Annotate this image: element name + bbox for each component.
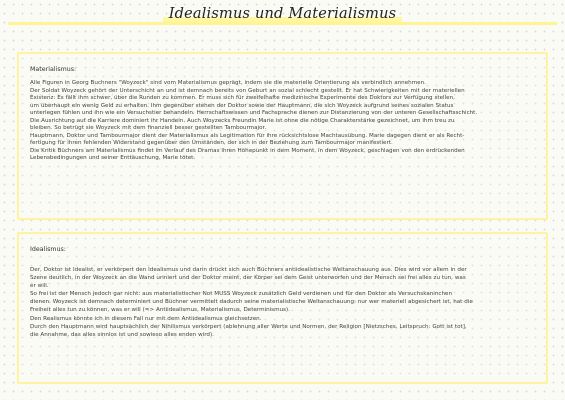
text-line: Der, Doktor ist Idealist, er verkörpert den Idealismus und darin drückt sich auch Büchners antiidealistische Weltanschauung aus. Dies wird vor allem in der — [30, 267, 467, 273]
text-line: Hauptmann, Doktor und Tambourmajor dient der Materialismus als Legitimation für ihre rücksichtslose Machtausübung. Marie dagegen dient er als Recht- — [30, 132, 465, 139]
title-underline — [8, 22, 557, 25]
text-line: Lebensbedingungen und seiner Enttäuschung, Marie tötet. — [30, 155, 196, 161]
text-line: Die Ausrichtung auf die Karriere dominiert ihr Handeln. Auch Woyzecks Freundin Marie ist ohne die nötige Charakterstärke gezeichnet, um ihm treu zu — [30, 117, 455, 124]
text-line: Alle Figuren in Georg Buchners "Woyzeck" sind vom Materialismus geprägt, indem sie die materielle Orientierung als verbindlich annehmen. — [30, 80, 426, 86]
text-line: Durch den Hauptmann wird hauptsächlich der Nihilismus verkörpert (ablehnung aller Werte und Normen, der Religion [Nietzsches, Leitspruch: Gott ist tot], — [30, 323, 467, 330]
text-line: er will. — [30, 283, 49, 290]
section-idealismus — [17, 232, 548, 384]
section-heading-materialismus: Materialismus: — [30, 66, 77, 73]
page-title — [0, 3, 565, 24]
text-line: Szene deutlich, in der Woyzeck an die Wand uriniert und der Doktor meint, der Körper sei dem Geist unterworfen und der Mensch sei frei alles zu tun, was — [30, 275, 466, 282]
text-line: um überhaupt ein wenig Geld zu erhalten. Ihm gegenüber stehen der Doktor sowie der Hauptmann, die sich Woyzeck aufgrund seines sozialen Status — [30, 102, 454, 109]
text-line: die Annahme, das alles sinnlos ist und sowieso alles enden wird). — [30, 331, 214, 338]
text-line: Den Realismus könnte ich in diesem Fall nur mit dem Antiidealismus gleichsetzen. — [30, 315, 262, 322]
text-line: Die Kritik Büchners am Materialismus findet im Verlauf des Dramas ihren Höhepunkt in dem Moment, in dem Woyzeck, geschlagen von den erdrückenden — [30, 147, 465, 154]
text-line: dienen. Woyzeck ist demnach determiniert und Büchner vermittelt dadurch seine materialistische Weltanschauung: nur wer materiell abgesichert ist, hat die — [30, 299, 473, 306]
section-heading-idealismus: Idealismus: — [30, 246, 66, 253]
text-line: Freiheit alles tun zu können, was er will (=> Antiidealismus, Materialismus, Determinismus). — [30, 307, 290, 314]
page-title-text: Idealismus und Materialismus — [163, 5, 403, 24]
text-line: unterlegen fühlen und ihn wie ein Versuchstier behandeln. Herrschaftswissen und Fachsprache dienen zur Distanzierung von der unteren Gesellschaftsschicht. — [30, 110, 478, 116]
text-line: Der Soldat Woyzeck gehört der Unterschicht an und ist demnach bereits von Geburt an sozial schlecht gestellt. Er hat Schwierigkeiten mit der materiellen — [30, 87, 465, 94]
text-line: Existenz: Es fällt ihm schwer, über die Runden zu kommen. Er muss sich für zweifelhafte medizinische Experimente des Doktors zur Verfügung stellen, — [30, 95, 455, 101]
text-line: fertigung für ihren fehlenden Widerstand gegenüber den Umständen, der sich in der Beziehung zum Tambourmajor manifestiert. — [30, 140, 393, 146]
text-line: bleiben. So betrügt sie Woyzeck mit dem finanziell besser gestellten Tambourmajor. — [30, 125, 267, 131]
section-body-idealismus — [30, 266, 535, 339]
text-line: So frei ist der Mensch jedoch gar nicht: aus materialistischer Not MUSS Woyzeck zusätzlich Geld verdienen und für den Doktor als Versuchskaninchen — [30, 291, 453, 298]
section-body-materialismus — [30, 80, 535, 163]
section-materialismus — [17, 52, 548, 220]
